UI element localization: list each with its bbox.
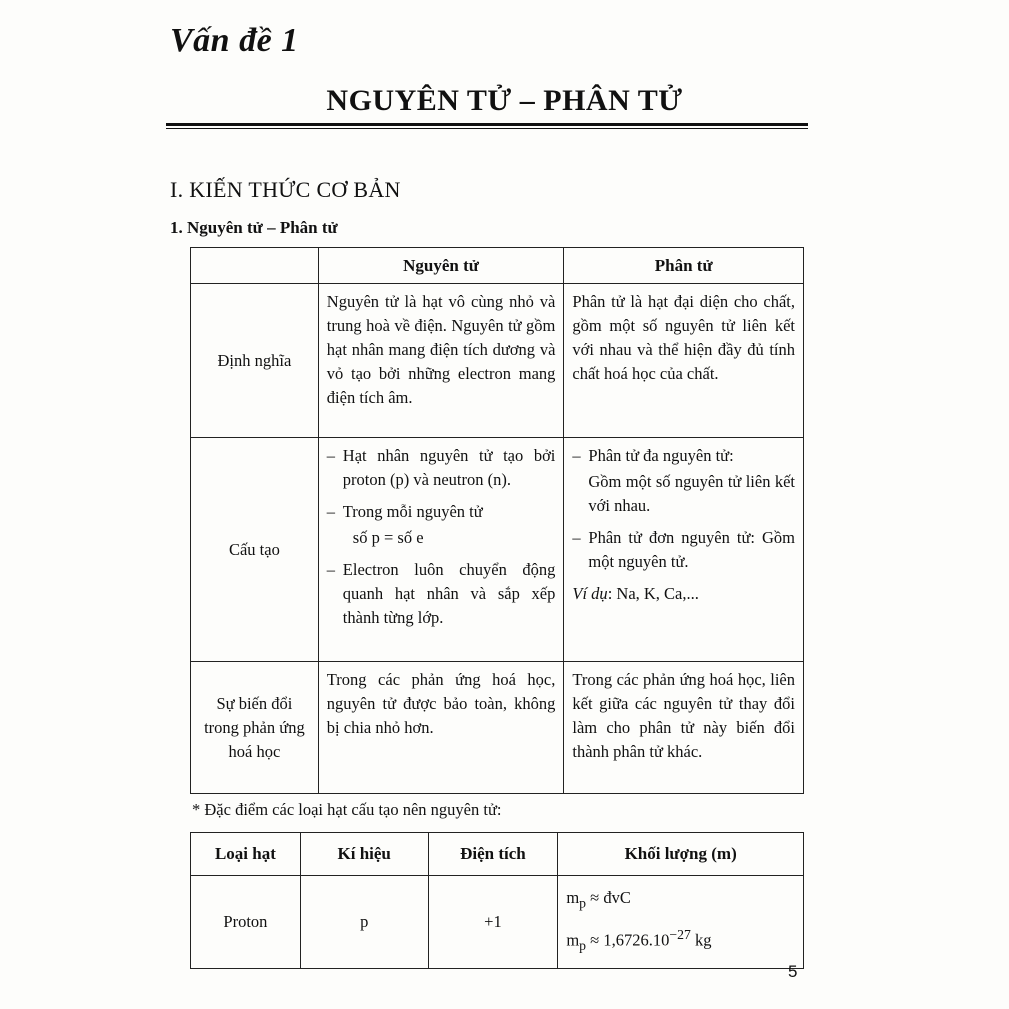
dash-mark: – xyxy=(326,446,336,465)
dash-mark: – xyxy=(326,502,336,521)
table-header-row xyxy=(191,248,804,284)
header-molecule: Phân tử xyxy=(564,248,804,284)
particle-table xyxy=(190,832,804,969)
particle-charge: +1 xyxy=(428,876,558,969)
atom-structure-1: Hạt nhân nguyên tử tạo bởi proton (p) và neutron (n). xyxy=(342,446,556,489)
title-rule-thin xyxy=(166,128,808,129)
header-particle: Loại hạt xyxy=(191,833,301,876)
mass-subscript: p xyxy=(579,938,587,954)
mass-subscript: p xyxy=(579,895,587,911)
atom-structure-3: Electron luôn chuyển động quanh hạt nhân và sắp xếp thành từng lớp. xyxy=(342,560,556,627)
mass-value-2: ≈ 1,6726.10 xyxy=(586,930,670,950)
atom-change: Trong các phản ứng hoá học, nguyên tử được bảo toàn, không bị chia nhỏ hơn. xyxy=(318,662,564,794)
particle-symbol: p xyxy=(300,876,428,969)
dash-mark: – xyxy=(572,528,581,547)
particle-note: * Đặc điểm các loại hạt cấu tạo nên nguyên tử: xyxy=(192,800,502,819)
table-header-row xyxy=(191,833,804,876)
dash-mark: – xyxy=(326,560,336,579)
dash-mark: – xyxy=(572,446,581,465)
table-row xyxy=(191,438,804,662)
molecule-structure-1-detail: Gồm một số nguyên tử liên kết với nhau. xyxy=(588,472,795,515)
molecule-definition: Phân tử là hạt đại diện cho chất, gồm một số nguyên tử liên kết với nhau và thể hiện đầy đủ tính chất hoá học của chất. xyxy=(564,284,804,438)
mass-line-2 xyxy=(566,919,795,962)
row-label-structure: Cấu tạo xyxy=(191,438,319,662)
header-atom: Nguyên tử xyxy=(318,248,564,284)
subsection-heading: 1. Nguyên tử – Phân tử xyxy=(170,218,338,237)
atom-definition: Nguyên tử là hạt vô cùng nhỏ và trung hoà về điện. Nguyên tử gồm hạt nhân mang điện tích dương và vỏ tạo bởi những electron mang điện tích âm. xyxy=(318,284,564,438)
example-text: : Na, K, Ca,... xyxy=(607,584,699,603)
header-symbol: Kí hiệu xyxy=(300,833,428,876)
atom-structure-cell xyxy=(318,438,564,662)
page-number: 5 xyxy=(788,962,798,981)
row-label-change: Sự biến đổi trong phản ứng hoá học xyxy=(191,662,319,794)
mass-line-1 xyxy=(566,882,795,919)
atom-molecule-table xyxy=(190,247,804,794)
particle-mass xyxy=(558,876,804,969)
example-line xyxy=(572,582,795,606)
header-charge: Điện tích xyxy=(428,833,558,876)
list-item xyxy=(327,444,556,492)
list-item xyxy=(327,558,556,630)
molecule-structure-1: Phân tử đa nguyên tử: xyxy=(588,446,734,465)
particle-name: Proton xyxy=(191,876,301,969)
row-label-definition: Định nghĩa xyxy=(191,284,319,438)
title-rule-thick xyxy=(166,123,808,126)
molecule-structure-cell xyxy=(564,438,804,662)
atom-structure-2: Trong mỗi nguyên tử xyxy=(342,502,483,521)
list-item xyxy=(327,500,556,524)
chapter-heading: Vấn đề 1 xyxy=(170,22,299,59)
list-item xyxy=(572,526,795,574)
list-item xyxy=(572,444,795,468)
section-heading: I. KIẾN THỨC CƠ BẢN xyxy=(170,177,401,202)
header-empty xyxy=(191,248,319,284)
molecule-structure-2: Phân tử đơn nguyên tử: Gồm một nguyên tử. xyxy=(588,528,795,571)
table-row xyxy=(191,876,804,969)
molecule-change: Trong các phản ứng hoá học, liên kết giữa các nguyên tử thay đổi làm cho phân tử này biến đổi thành phân tử khác. xyxy=(564,662,804,794)
table-row xyxy=(191,284,804,438)
mass-unit: kg xyxy=(690,930,712,950)
page-title: NGUYÊN TỬ – PHÂN TỬ xyxy=(326,84,683,117)
header-mass: Khối lượng (m) xyxy=(558,833,804,876)
mass-symbol: m xyxy=(566,930,580,950)
mass-value-1: ≈ đvC xyxy=(586,888,631,907)
atom-structure-formula: số p = số e xyxy=(352,528,424,547)
table-row xyxy=(191,662,804,794)
example-label: Ví dụ xyxy=(572,584,608,603)
mass-exponent: −27 xyxy=(669,927,691,943)
mass-symbol: m xyxy=(566,888,580,907)
